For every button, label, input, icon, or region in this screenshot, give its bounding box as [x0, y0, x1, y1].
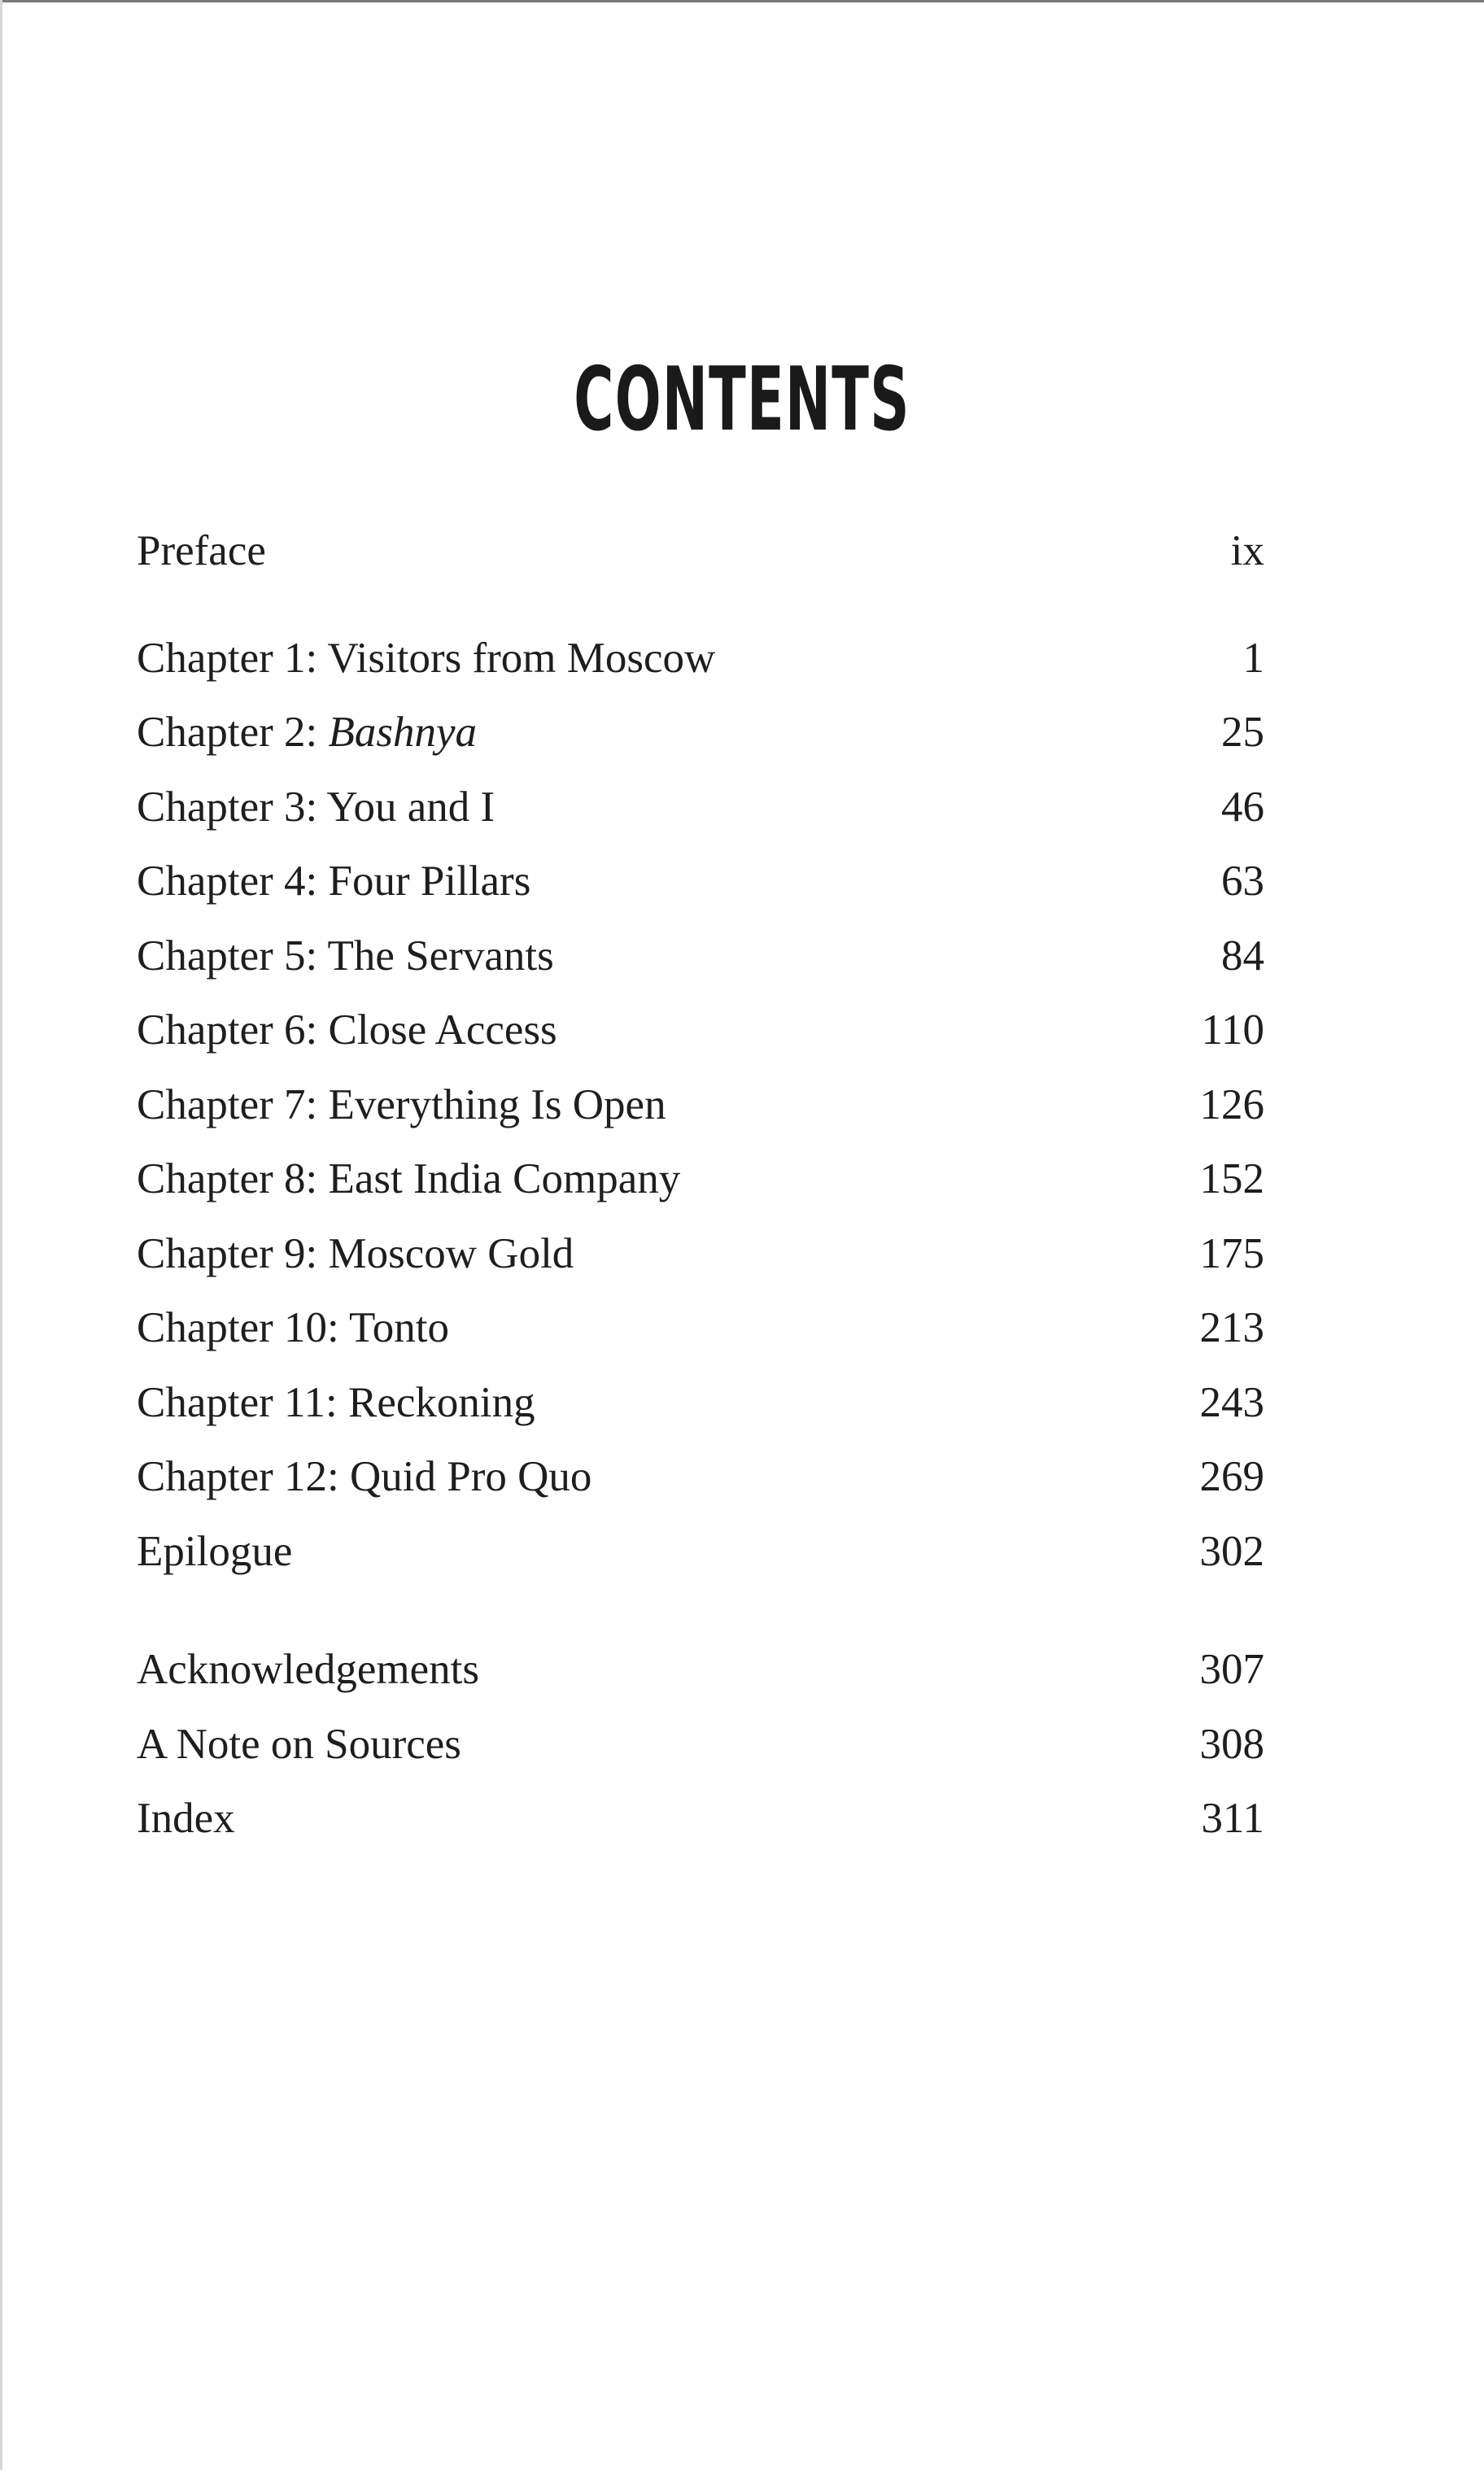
toc-entry-page: 152 — [1199, 1155, 1264, 1202]
toc-entry-chapter-10[interactable] — [137, 1298, 1264, 1358]
toc-entry-acknowledgements[interactable] — [137, 1639, 1264, 1700]
page-top-edge — [0, 0, 1484, 2]
toc-entry-page: 84 — [1221, 932, 1264, 980]
toc-entry-page: 311 — [1201, 1795, 1264, 1842]
chapter-prefix: Chapter 8: — [137, 1155, 329, 1202]
toc-entry-page: 110 — [1201, 1006, 1264, 1054]
chapter-prefix: Chapter 1: — [137, 635, 328, 682]
toc-entry-chapter-2[interactable] — [137, 702, 1264, 762]
chapter-prefix: Chapter 5: — [137, 932, 328, 980]
toc-entry-page: 307 — [1199, 1646, 1264, 1693]
toc-entry-label: A Note on Sources — [137, 1721, 461, 1768]
chapter-prefix: Chapter 9: — [137, 1230, 329, 1277]
toc-entry-page: 308 — [1199, 1721, 1264, 1768]
chapter-prefix: Chapter 4: — [137, 858, 329, 905]
toc-entry-label — [137, 1372, 535, 1433]
toc-entry-label — [137, 1075, 666, 1135]
toc-entry-label: Preface — [137, 527, 266, 574]
chapter-prefix: Chapter 7: — [137, 1081, 329, 1128]
toc-entry-preface[interactable] — [137, 521, 1264, 581]
toc-entry-page: 269 — [1199, 1453, 1264, 1500]
chapter-prefix: Chapter 2: — [137, 709, 329, 756]
toc-entry-label — [137, 777, 495, 837]
toc-entry-page: 46 — [1221, 783, 1264, 831]
toc-entry-page: 302 — [1199, 1528, 1264, 1575]
toc-entry-page: 213 — [1199, 1304, 1264, 1351]
toc-entry-chapter-5[interactable] — [137, 926, 1264, 986]
toc-entry-chapter-4[interactable] — [137, 851, 1264, 911]
toc-entry-chapter-11[interactable] — [137, 1372, 1264, 1433]
toc-entry-page: 243 — [1199, 1379, 1264, 1426]
chapter-title: Tonto — [349, 1304, 449, 1351]
toc-entry-label — [137, 851, 530, 911]
toc-entry-chapter-6[interactable] — [137, 1000, 1264, 1060]
toc-entry-chapter-8[interactable] — [137, 1149, 1264, 1209]
toc-entry-page: 25 — [1221, 709, 1264, 756]
toc-entry-chapter-12[interactable] — [137, 1447, 1264, 1507]
toc-entry-label — [137, 1224, 574, 1284]
toc-entry-chapter-7[interactable] — [137, 1075, 1264, 1135]
toc-entry-label — [137, 628, 715, 688]
chapter-title: East India Company — [328, 1155, 681, 1202]
chapter-prefix: Chapter 11: — [137, 1379, 349, 1426]
toc-entry-label — [137, 1149, 680, 1209]
toc-entry-page: 175 — [1199, 1230, 1264, 1277]
toc-entry-page: 63 — [1221, 858, 1264, 905]
chapter-title: Everything Is Open — [328, 1081, 666, 1128]
chapter-title: Four Pillars — [328, 858, 531, 905]
toc-entry-label — [137, 702, 477, 762]
page-left-edge — [0, 0, 2, 2470]
page-title: CONTENTS — [574, 349, 910, 452]
toc-entry-page: ix — [1230, 527, 1264, 574]
chapter-title: Visitors from Moscow — [327, 635, 716, 682]
toc-entry-label — [137, 1298, 449, 1358]
chapter-prefix: Chapter 10: — [137, 1304, 350, 1351]
chapter-title: Bashnya — [328, 709, 478, 756]
chapter-title: Reckoning — [348, 1379, 535, 1426]
toc-entry-label: Epilogue — [137, 1528, 293, 1575]
chapter-title: The Servants — [327, 932, 554, 980]
toc-entry-page: 126 — [1199, 1081, 1264, 1128]
chapter-prefix: Chapter 12: — [137, 1453, 350, 1500]
chapter-title: You and I — [326, 783, 495, 831]
chapter-prefix: Chapter 3: — [137, 783, 327, 831]
toc-entry-page: 1 — [1242, 635, 1264, 682]
toc-entry-label — [137, 1447, 591, 1507]
toc-entry-chapter-1[interactable] — [137, 628, 1264, 688]
toc-entry-label: Index — [137, 1795, 235, 1842]
toc-entry-note-on-sources[interactable] — [137, 1714, 1264, 1774]
chapter-prefix: Chapter 6: — [137, 1006, 329, 1054]
toc-entry-label — [137, 926, 554, 986]
chapter-title: Quid Pro Quo — [350, 1453, 592, 1500]
toc-entry-label: Acknowledgements — [137, 1646, 479, 1693]
toc-entry-chapter-3[interactable] — [137, 777, 1264, 837]
chapter-title: Moscow Gold — [328, 1230, 574, 1277]
toc-entry-chapter-9[interactable] — [137, 1224, 1264, 1284]
toc-entry-label — [137, 1000, 557, 1060]
toc-entry-epilogue[interactable] — [137, 1521, 1264, 1582]
toc-entry-index[interactable] — [137, 1788, 1264, 1848]
chapter-title: Close Access — [328, 1006, 557, 1054]
